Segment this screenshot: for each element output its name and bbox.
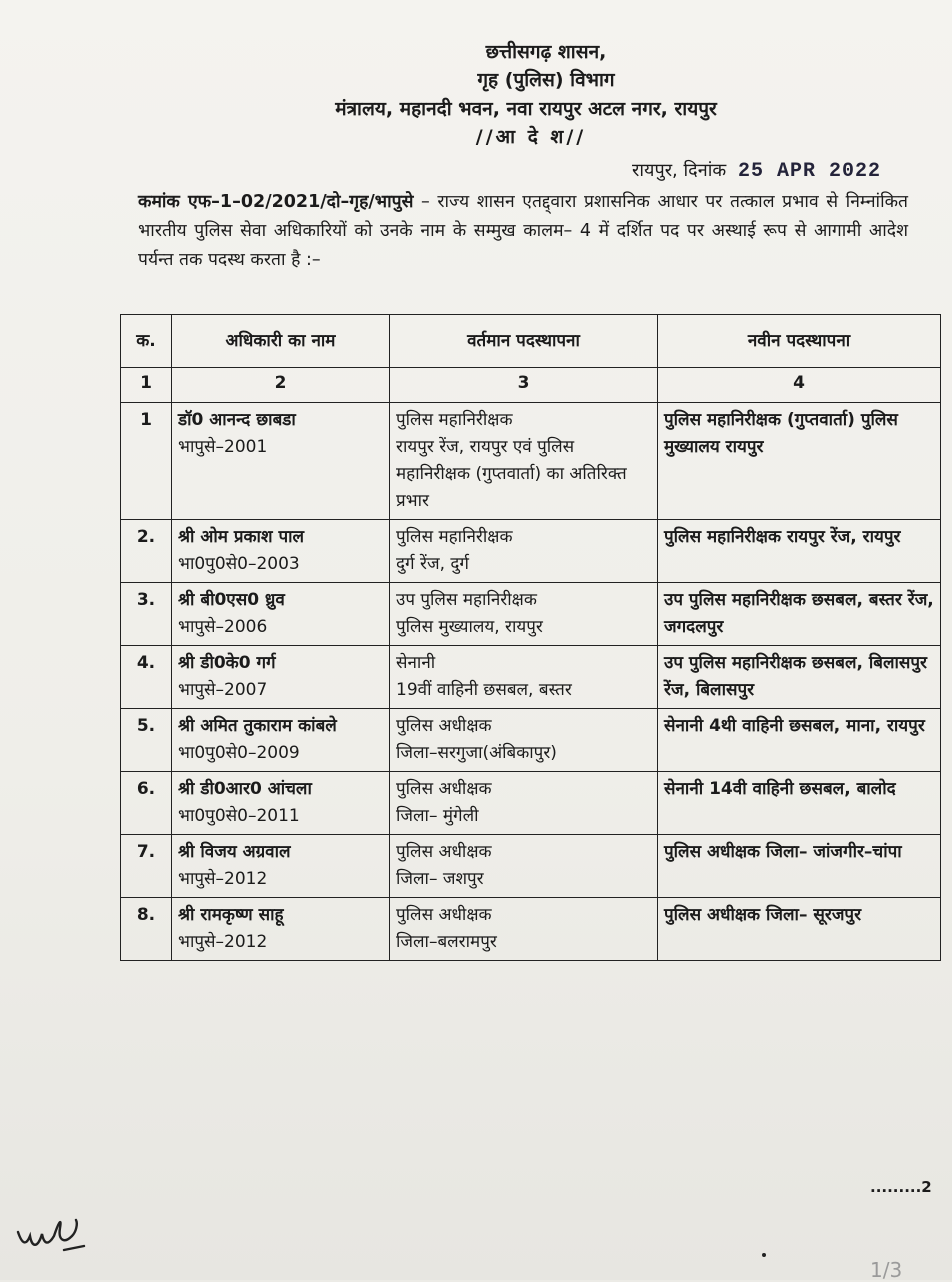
- row-serial: 4.: [121, 646, 172, 709]
- current-posting-cell: [390, 772, 658, 835]
- current-posting-line: पुलिस अधीक्षक: [396, 716, 492, 736]
- page-continue-marker: .........2: [870, 1178, 932, 1196]
- table-row: [121, 772, 941, 835]
- current-posting-line: जिला–बलरामपुर: [396, 932, 497, 952]
- officer-service-batch: भा0पु0से0–2011: [178, 806, 300, 826]
- officer-cell: [172, 835, 390, 898]
- table-row: [121, 709, 941, 772]
- new-posting-cell: सेनानी 4थी वाहिनी छसबल, माना, रायपुर: [658, 709, 941, 772]
- officer-cell: [172, 520, 390, 583]
- row-serial: 2.: [121, 520, 172, 583]
- row-serial: 3.: [121, 583, 172, 646]
- officer-cell: [172, 583, 390, 646]
- officer-name: श्री ओम प्रकाश पाल: [178, 527, 305, 547]
- table-row: [121, 898, 941, 961]
- order-reference: कमांक एफ–1–02/2021/दो–गृह/भापुसे: [138, 192, 414, 212]
- current-posting-cell: [390, 403, 658, 520]
- col-number: 2: [172, 368, 390, 403]
- row-serial: 8.: [121, 898, 172, 961]
- current-posting-cell: [390, 583, 658, 646]
- current-posting-line: पुलिस महानिरीक्षक: [396, 527, 513, 547]
- table-row: [121, 835, 941, 898]
- row-serial: 7.: [121, 835, 172, 898]
- order-heading: //आ दे श//: [475, 126, 587, 148]
- officer-service-batch: भापुसे–2012: [178, 869, 268, 889]
- ministry-address: मंत्रालय, महानदी भवन, नवा रायपुर अटल नगर, रायपुर: [335, 98, 717, 120]
- officer-name: श्री अमित तुकाराम कांबले: [178, 716, 337, 736]
- table-row: [121, 646, 941, 709]
- officer-cell: [172, 403, 390, 520]
- current-posting-line: 19वीं वाहिनी छसबल, बस्तर: [396, 680, 572, 700]
- posting-table: [120, 314, 941, 961]
- new-posting-cell: सेनानी 14वी वाहिनी छसबल, बालोद: [658, 772, 941, 835]
- officer-service-batch: भा0पु0से0–2009: [178, 743, 300, 763]
- table-row: [121, 520, 941, 583]
- current-posting-line: पुलिस मुख्यालय, रायपुर: [396, 617, 543, 637]
- header-new-posting: नवीन पदस्थापना: [658, 315, 941, 368]
- current-posting-line: रायपुर रेंज, रायपुर एवं पुलिस महानिरीक्षक (गुप्तवार्ता) का अतिरिक्त प्रभार: [396, 437, 627, 511]
- col-number: 4: [658, 368, 941, 403]
- officer-service-batch: भापुसे–2007: [178, 680, 268, 700]
- officer-service-batch: भा0पु0से0–2003: [178, 554, 300, 574]
- current-posting-line: दुर्ग रेंज, दुर्ग: [396, 554, 469, 574]
- new-posting-cell: उप पुलिस महानिरीक्षक छसबल, बिलासपुर रेंज, बिलासपुर: [658, 646, 941, 709]
- new-posting-cell: उप पुलिस महानिरीक्षक छसबल, बस्तर रेंज, जगदलपुर: [658, 583, 941, 646]
- current-posting-cell: [390, 520, 658, 583]
- officer-name: श्री विजय अग्रवाल: [178, 842, 291, 862]
- new-posting-cell: पुलिस अधीक्षक जिला– सूरजपुर: [658, 898, 941, 961]
- current-posting-cell: [390, 709, 658, 772]
- officer-name: श्री डी0आर0 आंचला: [178, 779, 312, 799]
- officer-cell: [172, 898, 390, 961]
- new-posting-cell: पुलिस अधीक्षक जिला– जांजगीर–चांपा: [658, 835, 941, 898]
- current-posting-line: पुलिस अधीक्षक: [396, 905, 492, 925]
- current-posting-line: जिला– जशपुर: [396, 869, 484, 889]
- officer-cell: [172, 772, 390, 835]
- officer-name: श्री बी0एस0 ध्रुव: [178, 590, 285, 610]
- current-posting-cell: [390, 646, 658, 709]
- officer-name: डॉ0 आनन्द छाबडा: [178, 410, 296, 430]
- table-header-row: [121, 315, 941, 368]
- col-number: 3: [390, 368, 658, 403]
- current-posting-cell: [390, 835, 658, 898]
- current-posting-line: पुलिस अधीक्षक: [396, 779, 492, 799]
- officer-service-batch: भापुसे–2001: [178, 437, 268, 457]
- officer-cell: [172, 709, 390, 772]
- date-stamp: 25 APR 2022: [737, 160, 881, 183]
- current-posting-line: उप पुलिस महानिरीक्षक: [396, 590, 537, 610]
- col-number: 1: [121, 368, 172, 403]
- row-serial: 5.: [121, 709, 172, 772]
- department-name: गृह (पुलिस) विभाग: [477, 69, 615, 91]
- current-posting-line: जिला– मुंगेली: [396, 806, 479, 826]
- officer-name: श्री डी0के0 गर्ग: [178, 653, 276, 673]
- officer-name: श्री रामकृष्ण साहू: [178, 905, 284, 925]
- header-current-posting: वर्तमान पदस्थापना: [390, 315, 658, 368]
- header-officer-name: अधिकारी का नाम: [172, 315, 390, 368]
- row-serial: 1: [121, 403, 172, 520]
- header-serial: क.: [121, 315, 172, 368]
- table-row: [121, 583, 941, 646]
- current-posting-line: जिला–सरगुजा(अंबिकापुर): [396, 743, 557, 763]
- current-posting-line: सेनानी: [396, 653, 436, 673]
- govt-name: छत्तीसगढ़ शासन,: [485, 41, 607, 63]
- date-line: [632, 158, 881, 183]
- ink-dot: [762, 1253, 766, 1257]
- row-serial: 6.: [121, 772, 172, 835]
- page-indicator: 1/3: [870, 1258, 903, 1282]
- column-number-row: [121, 368, 941, 403]
- officer-cell: [172, 646, 390, 709]
- date-label: रायपुर, दिनांक: [632, 160, 727, 181]
- table-row: [121, 403, 941, 520]
- officer-service-batch: भापुसे–2012: [178, 932, 268, 952]
- current-posting-line: पुलिस अधीक्षक: [396, 842, 492, 862]
- officer-service-batch: भापुसे–2006: [178, 617, 268, 637]
- current-posting-line: पुलिस महानिरीक्षक: [396, 410, 513, 430]
- order-text: – राज्य शासन एतद्द्वारा प्रशासनिक आधार पर तत्काल प्रभाव से निम्नांकित भारतीय पुलिस सेवा अधिकारियों को उनके नाम के सम्मुख कालम– 4 में दर्शित पद पर अस्थाई रूप से आगामी आदेश पर्यन्त तक पदस्थ करता है :–: [138, 192, 909, 270]
- order-paragraph: [138, 188, 908, 275]
- new-posting-cell: पुलिस महानिरीक्षक (गुप्तवार्ता) पुलिस मुख्यालय रायपुर: [658, 403, 941, 520]
- handwritten-initials-signature: [14, 1210, 94, 1256]
- new-posting-cell: पुलिस महानिरीक्षक रायपुर रेंज, रायपुर: [658, 520, 941, 583]
- current-posting-cell: [390, 898, 658, 961]
